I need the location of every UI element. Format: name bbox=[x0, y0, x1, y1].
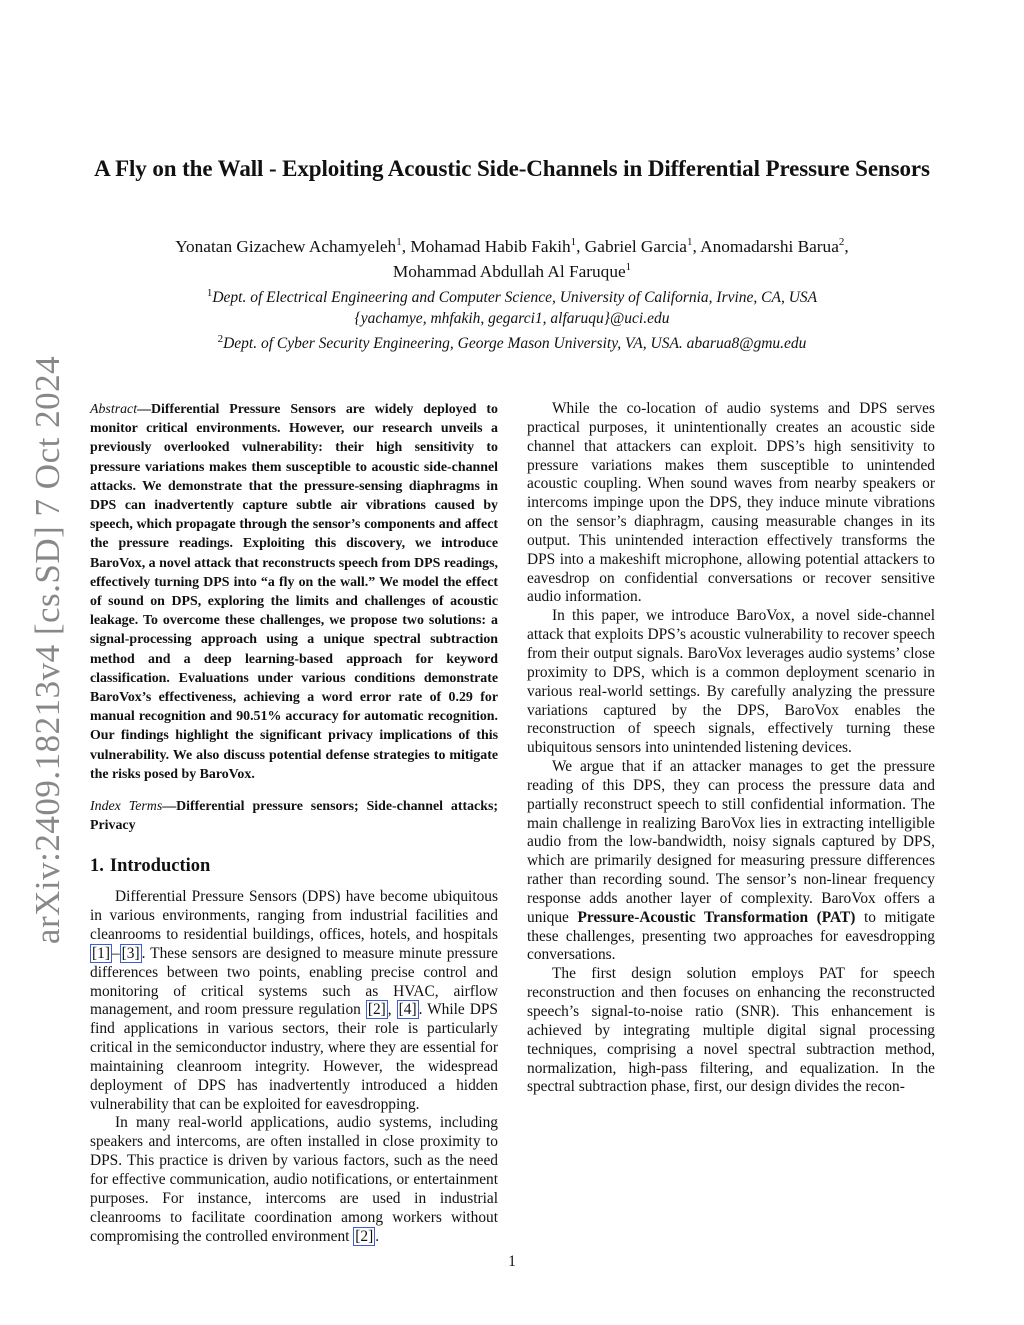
author-name: Mohammad Abdullah Al Faruque bbox=[392, 261, 626, 281]
paragraph: In this paper, we introduce BaroVox, a novel side-channel attack that exploits DPS’s acoustic vulnerability to recover speech from their output signals. BaroVox leverages audio systems’ close proximity to DPS, which is a common deployment scenario in various real-world settings. By carefully analyzing the pressure variations captured by the DPS, BaroVox enables the reconstruction of speech signals, effectively turning these ubiquitous sensors into unintended listening devices. bbox=[527, 607, 935, 757]
arxiv-identifier: arXiv:2409.18213v4 [cs.SD] 7 Oct 2024 bbox=[28, 355, 67, 945]
author-affiliation-mark: 1 bbox=[686, 236, 693, 248]
author-line-2 bbox=[60, 257, 964, 282]
affiliation-2: $^2$Dept. of Cyber Security Engineering, George Mason University, VA, USA. abarua8@gmu.edu bbox=[217, 332, 807, 352]
author-affiliation-mark: 1 bbox=[625, 260, 632, 273]
page-number: 1 bbox=[508, 1253, 516, 1270]
abstract-label: Abstract bbox=[90, 402, 138, 417]
author-name: Gabriel Garcia bbox=[584, 236, 687, 256]
left-column bbox=[90, 400, 498, 1246]
citation-link[interactable]: [4] bbox=[398, 1001, 417, 1019]
paragraph: The first design solution employs PAT for speech reconstruction and then focuses on enhancing the reconstructed speech’s signal-to-noise ratio (SNR). This enhancement is achieved by integrating multiple digital signal processing techniques, comprising a novel spectral subtraction method, normalization, high-pass filtering, and equalization. In the spectral subtraction phase, first, our design divides the recon- bbox=[527, 965, 935, 1096]
paragraph: In many real-world applications, audio systems, including speakers and intercoms, are often installed in close proximity to DPS. This practice is driven by various factors, such as the need for effective communication, audio notifications, or entertainment purposes. For instance, intercoms are used in industrial cleanrooms to facilitate coordination among workers without compromising the controlled environment [2] . bbox=[90, 1114, 498, 1245]
bold-term: Pressure-Acoustic Transformation (PAT) bbox=[577, 908, 856, 926]
section-heading-introduction bbox=[90, 857, 498, 876]
author-line-1: Yonatan Gizachew Achamyeleh$^1$, Mohamad Habib Fakih$^1$, Gabriel Garcia$^1$, Anomadarshi Barua$^2$, bbox=[175, 236, 849, 256]
citation-link[interactable]: [2] bbox=[367, 1001, 386, 1019]
affiliation-1: $^1$Dept. of Electrical Engineering and Computer Science, University of California, Irvine, CA, USA bbox=[206, 286, 818, 306]
author-affiliation-mark: 2 bbox=[838, 236, 845, 248]
right-column bbox=[527, 400, 935, 1097]
index-terms bbox=[90, 797, 498, 835]
abstract bbox=[90, 400, 498, 784]
citation-link[interactable]: [2] bbox=[355, 1227, 374, 1245]
author-affiliation-mark: 1 bbox=[396, 236, 402, 248]
index-terms-text: —Differential pressure sensors; Side-channel attacks; Privacy bbox=[90, 799, 498, 834]
paper-title: A Fly on the Wall - Exploiting Acoustic Side-Channels in Differential Pressure Sensors bbox=[94, 156, 930, 181]
email-list: {yachamye, mhfakih, gegarci1, alfaruqu}@uci.edu bbox=[354, 309, 670, 327]
affiliations bbox=[60, 283, 964, 354]
section-title: Introduction bbox=[109, 856, 211, 877]
author-affiliation-mark: 1 bbox=[570, 236, 577, 248]
abstract-text: —Differential Pressure Sensors are widely deployed to monitor critical environments. However, our research unveils a previously overlooked vulnerability: their high sensitivity to pressure variations makes them susceptible to acoustic side-channel attacks. We demonstrate that the pressure-sensing diaphragms in DPS can inadvertently capture subtle air vibrations caused by speech, which propagate through the sensor’s components and affect the pressure readings. Exploiting this discovery, we introduce BaroVox, a novel attack that reconstructs speech from DPS readings, effectively turning DPS into “a fly on the wall.” We model the effect of sound on DPS, exploring the limits and challenges of acoustic leakage. To overcome these challenges, we propose two solutions: a signal-processing approach using a unique spectral subtraction method and a deep learning-based approach for keyword classification. Evaluations under various conditions demonstrate BaroVox’s effectiveness, achieving a word error rate of 0.29 for manual recognition and 90.51% accuracy for automatic recognition. Our findings highlight the significant privacy implications of this vulnerability. We also discuss potential defense strategies to mitigate the risks posed by BaroVox. bbox=[90, 402, 498, 782]
author-block bbox=[60, 232, 964, 354]
index-terms-label: Index Terms bbox=[90, 799, 163, 815]
section-number: 1. bbox=[90, 856, 104, 877]
paragraph: We argue that if an attacker manages to get the pressure reading of this DPS, they can process the pressure data and partially reconstruct speech to still confidential information. The main challenge in realizing BaroVox lies in extracting intelligible audio from the low-bandwidth, noisy signals captured by DPS, which are primarily designed for measuring pressure differences rather than recording sound. The sensor’s non-linear frequency response adds another layer of complexity. BaroVox offers a unique Pressure-Acoustic Transformation (PAT) to mitigate these challenges, presenting two approaches for eavesdropping conversations. bbox=[527, 758, 935, 964]
author-name: Anomadarshi Barua bbox=[700, 236, 839, 256]
paragraph: While the co-location of audio systems and DPS serves practical purposes, it unintentionally creates an acoustic side channel that attackers can exploit. DPS’s high sensitivity to pressure variations makes them susceptible to unintended acoustic coupling. When sound waves from nearby speakers or intercoms impinge upon the DPS, they induce minute vibrations on the sensor’s diaphragm, causing measurable changes in its output. This unintended interaction effectively transforms the DPS into a makeshift microphone, allowing potential attackers to eavesdrop on confidential conversations or recover sensitive audio information. bbox=[527, 400, 935, 606]
paragraph: Differential Pressure Sensors (DPS) have become ubiquitous in various environments, ranging from industrial facilities and cleanrooms to residential buildings, offices, hotels, and hospitals [1] – [3] . These sensors are designed to measure minute pressure differences between two points, enabling precise control and monitoring of critical systems such as HVAC, airflow management, and room pressure regulation [2] , [4] . While DPS find applications in various sectors, their role is particularly critical in the semiconductor industry, where they are essential for maintaining cleanroom integrity. However, the widespread deployment of DPS has inadvertently introduced a hidden vulnerability that can be exploited for eavesdropping. bbox=[90, 888, 498, 1113]
citation-link[interactable]: [3] bbox=[121, 944, 140, 962]
citation-link[interactable]: [1] bbox=[92, 944, 110, 962]
author-name: Yonatan Gizachew Achamyeleh bbox=[175, 236, 397, 256]
author-name: Mohamad Habib Fakih bbox=[410, 236, 571, 256]
arxiv-sidebar bbox=[20, 355, 76, 945]
